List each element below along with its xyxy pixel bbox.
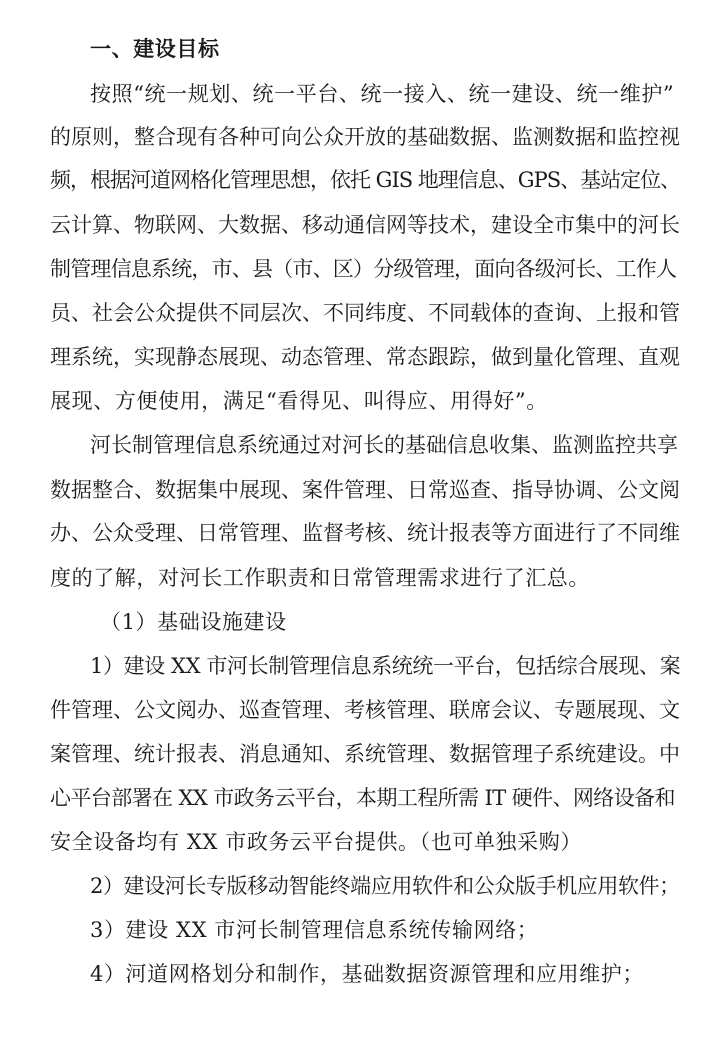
para1-line-1: 按照“统一规划、统一平台、统一接入、统一建设、统一维护” — [90, 82, 675, 106]
para1-line-6: 员、社会公众提供不同层次、不同纬度、不同载体的查询、上报和管 — [50, 301, 680, 325]
item3: 3）建设 XX 市河长制管理信息系统传输网络； — [90, 918, 539, 942]
section-heading: 一、建设目标 — [90, 36, 220, 61]
para2-line-4: 度的了解，对河长工作职责和日常管理需求进行了汇总。 — [50, 566, 590, 590]
para1-line-2: 的原则，整合现有各种可向公众开放的基础数据、监测数据和监控视 — [50, 125, 680, 149]
item4: 4）河道网格划分和制作，基础数据资源管理和应用维护； — [90, 962, 644, 986]
subheading: （1）基础设施建设 — [100, 610, 287, 634]
para2-line-2: 数据整合、数据集中展现、案件管理、日常巡查、指导协调、公文阅 — [50, 478, 680, 502]
item1-line-4: 心平台部署在 XX 市政务云平台，本期工程所需 IT 硬件、网络设备和 — [50, 786, 675, 810]
para1-line-7: 理系统，实现静态展现、动态管理、常态跟踪，做到量化管理、直观 — [50, 345, 680, 369]
para1-line-4: 云计算、物联网、大数据、移动通信网等技术，建设全市集中的河长 — [50, 213, 680, 237]
item1-line-1: 1）建设 XX 市河长制管理信息系统统一平台，包括综合展现、案 — [90, 654, 681, 678]
item2: 2）建设河长专版移动智能终端应用软件和公众版手机应用软件； — [90, 874, 680, 898]
item1-line-2: 件管理、公文阅办、巡查管理、考核管理、联席会议、专题展现、文 — [50, 698, 680, 722]
para2-line-1: 河长制管理信息系统通过对河长的基础信息收集、监测监控共享 — [90, 433, 678, 457]
item1-line-3: 案管理、统计报表、消息通知、系统管理、数据管理子系统建设。中 — [50, 742, 680, 766]
para1-line-8: 展现、方便使用，满足“看得见、叫得应、用得好”。 — [50, 389, 548, 413]
para1-line-5: 制管理信息系统，市、县（市、区）分级管理，面向各级河长、工作人 — [50, 257, 677, 281]
para1-line-3: 频，根据河道网格化管理思想，依托 GIS 地理信息、GPS、基站定位、 — [50, 168, 681, 192]
para2-line-3: 办、公众受理、日常管理、监督考核、统计报表等方面进行了不同维 — [50, 521, 680, 545]
item1-line-5: 安全设备均有 XX 市政务云平台提供。（也可单独采购） — [50, 830, 582, 854]
